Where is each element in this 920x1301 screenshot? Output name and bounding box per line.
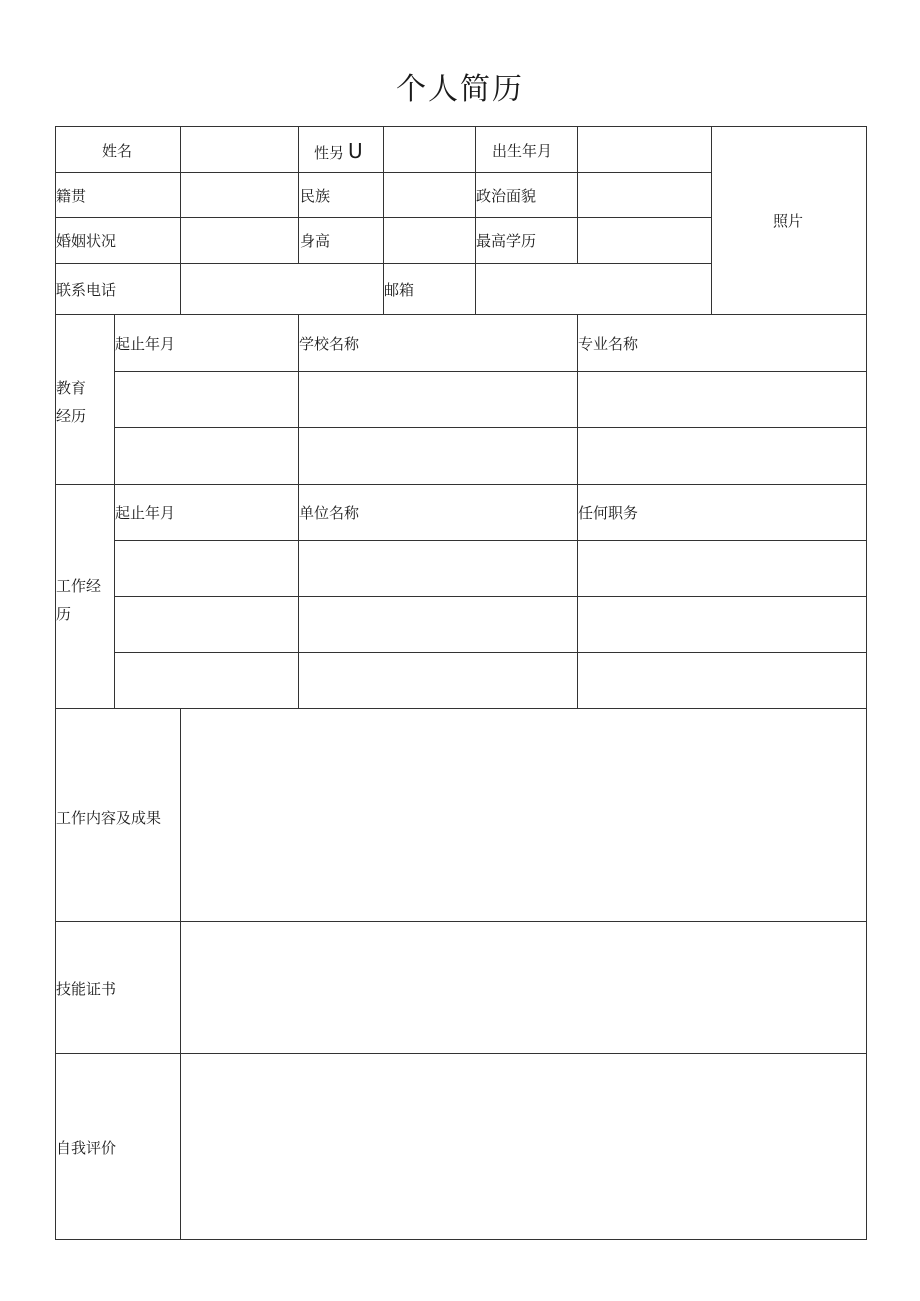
education-field[interactable]: [578, 218, 711, 263]
work-col-company: 单位名称: [299, 504, 360, 522]
height-field[interactable]: [384, 218, 475, 263]
page-title: 个人简历: [396, 72, 524, 107]
work-col-period: 起止年月: [115, 504, 176, 522]
phone-label: 联系电话: [56, 281, 117, 299]
name-label: 姓名: [102, 142, 133, 160]
photo-label: 照片: [773, 212, 804, 230]
gender-mark: U: [348, 139, 363, 163]
marital-field[interactable]: [181, 218, 298, 263]
native-field[interactable]: [181, 173, 298, 217]
work-row-2-company[interactable]: [299, 597, 577, 652]
edu-row-2-period[interactable]: [115, 428, 298, 484]
height-label: 身高: [300, 232, 331, 250]
achievements-label: 工作内容及成果: [56, 809, 162, 827]
birth-label: 出生年月: [492, 142, 553, 160]
edu-row-2-major[interactable]: [578, 428, 867, 484]
gender-field[interactable]: [384, 127, 475, 172]
work-section-label: 工作经 历: [56, 577, 102, 623]
work-row-1-company[interactable]: [299, 541, 577, 596]
work-row-1-position[interactable]: [578, 541, 867, 596]
work-row-1-period[interactable]: [115, 541, 298, 596]
ethnic-field[interactable]: [384, 173, 475, 217]
self-eval-field[interactable]: [181, 1054, 867, 1240]
edu-col-period: 起止年月: [115, 335, 176, 353]
work-row-3-company[interactable]: [299, 653, 577, 708]
edu-col-school: 学校名称: [299, 335, 360, 353]
photo-area[interactable]: [712, 127, 867, 314]
row-divider: [55, 314, 867, 315]
work-col-position: 任何职务: [578, 504, 639, 522]
work-row-2-position[interactable]: [578, 597, 867, 652]
birth-field[interactable]: [578, 127, 711, 172]
email-field[interactable]: [476, 264, 711, 314]
edu-row-1-period[interactable]: [115, 372, 298, 427]
phone-field[interactable]: [181, 264, 383, 314]
work-row-3-position[interactable]: [578, 653, 867, 708]
col-divider: [298, 126, 299, 263]
achievements-field[interactable]: [181, 709, 867, 921]
marital-label: 婚姻状况: [56, 232, 117, 250]
education-section-label: 教育 经历: [56, 379, 87, 425]
work-row-3-period[interactable]: [115, 653, 298, 708]
name-field[interactable]: [181, 127, 298, 172]
edu-row-1-school[interactable]: [299, 372, 577, 427]
edu-col-major: 专业名称: [578, 335, 639, 353]
gender-label: 性另 U: [314, 139, 363, 163]
skills-label: 技能证书: [56, 980, 117, 998]
self-eval-label: 自我评价: [56, 1139, 117, 1157]
skills-field[interactable]: [181, 922, 867, 1053]
political-label: 政治面貌: [476, 187, 537, 205]
ethnic-label: 民族: [300, 187, 331, 205]
native-label: 籍贯: [56, 187, 87, 205]
email-label: 邮箱: [384, 281, 415, 299]
education-label: 最高学历: [476, 232, 537, 250]
political-field[interactable]: [578, 173, 711, 217]
work-row-2-period[interactable]: [115, 597, 298, 652]
edu-row-2-school[interactable]: [299, 428, 577, 484]
row-divider: [55, 484, 867, 485]
edu-row-1-major[interactable]: [578, 372, 867, 427]
